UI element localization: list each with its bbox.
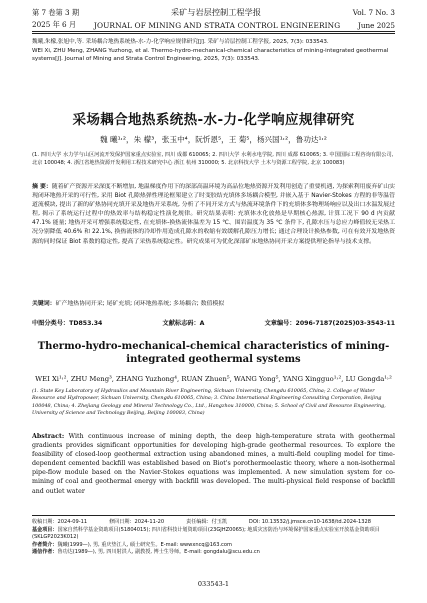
citation-en: WEI Xi, ZHU Meng, ZHANG Yuzhong, et al. Thermo-hydro-mechanical-chemical characteristics of mining-integrated geothermal systems[J]. Journal of Mining and Strata Control Engineering, 2025, 7(3): 033543. [32, 47, 389, 63]
abstract-en [32, 432, 395, 496]
document-code: 文献标志码：A [162, 320, 205, 327]
running-header-cn [32, 7, 395, 18]
corresponding-author [32, 549, 395, 557]
corresponding-label: 通信作者： [32, 549, 58, 556]
abstract-label-en: Abstract: [32, 433, 65, 440]
author-bio-label: 作者简介： [32, 541, 58, 548]
article-number: 文章编号：2096-7187(2025)03-3543-11 [264, 320, 395, 327]
author-list-cn: 魏 曦¹˒²，朱 檬³，张玉中⁴，阮忻恩⁵，王 菊⁵，杨兴国¹˒²，鲁功达¹˒² [100, 135, 327, 144]
doi: DOI: 10.13532/j.jmsce.cn10-1638/td.2024-1328 [248, 519, 371, 525]
author-list-en: WEI Xi¹˒², ZHU Meng³, ZHANG Yuzhong⁴, RUAN Zhuen⁵, WANG Yong⁵, YANG Xingguo¹˒², LU Gongda¹˒² [35, 375, 392, 383]
affiliations-cn: (1. 四川大学 水力学与山区河流开发保护国家重点实验室, 四川 成都 610065; 2. 四川大学 水利水电学院, 四川 成都 610065; 3. 中国国际工程咨询有限公司, 北京 100048; 4. 浙江省地热资源开发利用工程技术研究中心 浙江 杭州 310000; 5. 北京科技大学 土木与资源工程学院, 北京 100083) [32, 152, 394, 166]
clc-number: 中图分类号：TD853.34 [32, 320, 103, 327]
date-label-en: June 2025 [358, 20, 395, 30]
running-header-en [32, 20, 395, 30]
revised-date: 修回日期：2024-11-20 [109, 519, 165, 525]
corresponding-text: 鲁功达(1989—), 男, 四川射洪人, 副教授, 博士生导师。E-mail: gongdalu@scu.edu.cn [57, 549, 260, 556]
fund-text: 国家自然科学基金资助项目(51804015); 四川省科技计划资助项目(23GJHZ0065); 地质灾害防治与环境保护国家重点实验室开放基金资助项目(SKLGP2023K012) [32, 526, 380, 541]
date-label-cn: 2025 年 6 月 [32, 20, 77, 29]
classification-row [32, 318, 395, 327]
abstract-cn [32, 183, 395, 247]
received-date: 收稿日期：2024-09-11 [32, 519, 88, 525]
header-rule-thin [32, 33, 395, 34]
keywords-text-cn: 矿产地热协同开采; 尾矿充填; 闭环地热系统; 多场耦合; 数值模拟 [55, 301, 225, 307]
journal-name-en: JOURNAL OF MINING AND STRATA CONTROL ENGINEERING [93, 20, 341, 30]
volume-label: Vol. 7 No. 3 [352, 8, 395, 17]
affiliations-en: (1. State Key Laboratory of Hydraulics and Mountain River Engineering, Sichuan University, Chengdu 610065, China; 2. College of Water Resource and Hydropower, Sichuan University, Chengdu 610065, China; 3. China International Engineering Consulting Corporation, Beijing 100048, China; 4. Zhejiang Geology and Mineral Technology Co., Ltd., Hangzhou 310000, China; 5. School of Civil and Resource Engineering, University of Science and Technology Beijing, Beijing 100083, China) [32, 388, 386, 417]
fund-note [32, 527, 395, 542]
abstract-label-cn: 摘 要： [32, 184, 52, 190]
header-rule [32, 31, 395, 32]
author-bio-text: 魏曦(1999—), 男, 重庆垫江人, 硕士研究生。E-mail: wwwxncq@163.com [57, 541, 232, 548]
abstract-text-en: With continuous increase of mining depth, the deep high-temperature strata with geothermal gradients provides significant opportunities for developing high-grade geothermal resources. To explore the feasibility of closed-loop geothermal extraction using abandoned mines, a multi-field coupling model for time-dependent cemented backfill was established based on Biot's porothermoelastic theory, where a non-isothermal pipe-flow module based on the Navier-Stokes equations was implemented. A new simulation system for co-mining of coal and geothermal energy with backfill was developed. The multi-physical field response of backfill and outlet water [32, 433, 395, 495]
footnote-block [32, 519, 395, 557]
citation-block [32, 38, 395, 64]
citation-cn: 魏曦,朱檬,张旭中,等. 采场耦合地热系统热-水-力-化学响应规律研究[J]. 采矿与岩层控制工程学报, 2025, 7(3): 033543. [32, 39, 329, 45]
keywords-label-cn: 关键词： [32, 301, 56, 307]
dates-row [32, 519, 395, 527]
keywords-cn [32, 300, 395, 309]
article-title-en: Thermo-hydro-mechanical-chemical characteristics of mining-integrated geothermal systems [37, 341, 390, 365]
footnote-rule [32, 515, 395, 516]
fund-label: 基金项目： [32, 526, 58, 533]
page-number: 033543-1 [197, 580, 230, 588]
journal-name-cn: 采矿与岩层控制工程学报 [170, 7, 261, 17]
abstract-text-cn: 随着矿产资源开采深度不断增加, 地温梯度作用下的深部高温环境为高品位地热资源开发利用创造了重要机遇, 为探索利用废弃矿山实现闭环地热开采的可行性, 采用 Biot 孔隙热弹性理论框架建立了时变胶结充填体多场耦合模型, 并嵌入基于 Navier-Stokes 方程的非等温管道流模块, 提出了新的矿热协同充填开采及地热开采系统, 分析了不同开采方式与热流环境条件下的充填体多物理场响应以及出口水温发展过程, 揭示了系统运行过程中的热效率与结构稳定性演化规律。研究结果表明: 充填体水化放热是早期核心热源, 计算工况下 90 d 内贡献 47.1% 能量; 地热开采可增强系统稳定性, 在充填体-换热流体温差为 15 ℃、围岩温度为 35 ℃ 条件下, 孔隙水压与总应力峰值较无采热工况分别降低 40.6% 和 22.1%, 换热流体的冷却作用造成孔隙水的收缩有效缓解孔隙压力增长; 通过合理设计换热参数, 可在有效开发地热资源的同时保证 Biot 系数的稳定性, 提高了采热系统稳定性。研究成果可为优化深部矿床地热协同开采方案提供理论指导与技术支撑。 [32, 184, 395, 245]
responsible-editor: 责任编辑：付玉凯 [186, 519, 227, 525]
article-title-cn: 采场耦合地热系统热-水-力-化学响应规律研究 [72, 112, 355, 128]
issue-label: 第 7 卷第 3 期 [32, 7, 80, 17]
